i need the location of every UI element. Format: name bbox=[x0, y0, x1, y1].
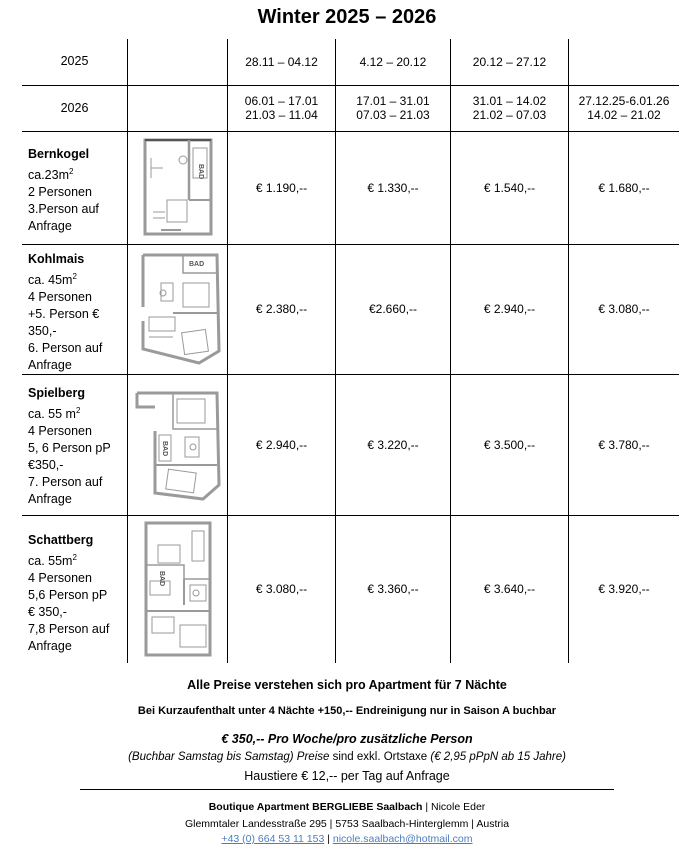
price-cell: € 2.380,-- bbox=[228, 244, 336, 374]
floor-plan-cell bbox=[128, 131, 228, 244]
apartment-size: ca. 55m bbox=[28, 553, 73, 568]
apartment-row bbox=[22, 244, 679, 374]
period-line: 06.01 – 17.01 bbox=[244, 94, 319, 108]
period-line: 07.03 – 21.03 bbox=[356, 108, 430, 122]
floor-plan-cell bbox=[128, 244, 228, 374]
bathroom-label: BAD bbox=[157, 571, 165, 587]
apartment-info bbox=[22, 374, 128, 515]
year-label: 2025 bbox=[22, 39, 128, 85]
floor-plan-cell bbox=[128, 515, 228, 663]
apartment-name: Spielberg bbox=[28, 385, 85, 400]
period-cell bbox=[336, 85, 451, 131]
page-title: Winter 2025 – 2026 bbox=[257, 6, 437, 28]
price-cell: € 1.190,-- bbox=[228, 131, 336, 244]
floor-plan-schattberg bbox=[140, 521, 216, 657]
price-cell: €2.660,-- bbox=[336, 244, 451, 374]
apartment-info bbox=[22, 244, 128, 374]
footer-company-line bbox=[0, 801, 694, 813]
prices-word: Preise bbox=[293, 751, 330, 763]
bathroom-label: BAD bbox=[160, 440, 168, 456]
footer-divider bbox=[80, 789, 614, 790]
price-cell: € 2.940,-- bbox=[228, 374, 336, 515]
apartment-row bbox=[22, 131, 679, 244]
floor-plan-kohlmais bbox=[133, 253, 223, 365]
apartment-detail: € 350,- bbox=[28, 604, 67, 619]
apartment-detail: 5,6 Person pP bbox=[28, 587, 108, 602]
booking-tax-note bbox=[0, 751, 694, 763]
price-cell: € 3.220,-- bbox=[336, 374, 451, 515]
apartment-detail: 2 Personen bbox=[28, 184, 92, 199]
price-cell: € 3.640,-- bbox=[451, 515, 569, 663]
period-line: 17.01 – 31.01 bbox=[356, 94, 430, 108]
period-line: 27.12.25-6.01.26 bbox=[578, 94, 670, 108]
apartment-name: Bernkogel bbox=[28, 146, 90, 161]
period-line: 31.01 – 14.02 bbox=[472, 94, 547, 108]
apartment-name: Schattberg bbox=[28, 532, 94, 547]
price-table bbox=[22, 39, 679, 663]
apartment-detail: 4 Personen bbox=[28, 423, 92, 438]
size-unit-exponent: 2 bbox=[75, 405, 81, 415]
footer-contact bbox=[0, 833, 694, 845]
price-cell: € 3.360,-- bbox=[336, 515, 451, 663]
separator: | bbox=[324, 833, 333, 845]
short-stay-note: Bei Kurzaufenthalt unter 4 Nächte +150,-- Endreinigung nur in Saison A buchbar bbox=[137, 705, 557, 717]
apartment-detail: €350,- bbox=[28, 457, 64, 472]
tax-text: sind exkl. Ortstaxe bbox=[329, 751, 431, 763]
price-cell: € 3.500,-- bbox=[451, 374, 569, 515]
owner-name: Nicole Eder bbox=[431, 801, 486, 813]
booking-days: (Buchbar Samstag bis Samstag) bbox=[128, 751, 294, 763]
apartment-size: ca.23m bbox=[28, 167, 69, 182]
period-cell: 28.11 – 04.12 bbox=[228, 39, 336, 85]
floor-plan-bernkogel bbox=[141, 138, 215, 238]
apartment-size: ca. 55 m bbox=[28, 406, 76, 421]
period-line: 21.03 – 11.04 bbox=[245, 108, 318, 122]
apartment-detail: 4 Personen bbox=[28, 289, 92, 304]
bathroom-label: BAD bbox=[196, 163, 204, 179]
separator: | bbox=[422, 801, 431, 813]
apartment-detail: Anfrage bbox=[28, 491, 72, 506]
price-cell: € 3.780,-- bbox=[569, 374, 680, 515]
period-cell bbox=[569, 85, 680, 131]
floor-plan-spielberg bbox=[133, 389, 223, 501]
price-cell: € 3.080,-- bbox=[569, 244, 680, 374]
period-cell: 4.12 – 20.12 bbox=[336, 39, 451, 85]
header-row-2025 bbox=[22, 39, 679, 85]
apartment-detail: 4 Personen bbox=[28, 570, 92, 585]
period-cell bbox=[228, 85, 336, 131]
tax-amount: (€ 2,95 pPpN ab 15 Jahre) bbox=[430, 751, 566, 763]
apartment-row bbox=[22, 374, 679, 515]
year-label: 2026 bbox=[60, 100, 89, 115]
apartment-detail: 350,- bbox=[28, 323, 57, 338]
pets-note: Haustiere € 12,-- per Tag auf Anfrage bbox=[244, 769, 450, 783]
apartment-detail: 7. Person auf bbox=[28, 474, 103, 489]
apartment-size: ca. 45m bbox=[28, 272, 73, 287]
phone-link[interactable]: +43 (0) 664 53 11 153 bbox=[221, 833, 325, 845]
period-cell bbox=[451, 85, 569, 131]
price-cell: € 1.680,-- bbox=[569, 131, 680, 244]
apartment-detail: +5. Person € bbox=[28, 306, 100, 321]
price-cell: € 1.330,-- bbox=[336, 131, 451, 244]
floor-plan-cell bbox=[128, 374, 228, 515]
price-cell: € 2.940,-- bbox=[451, 244, 569, 374]
apartment-row bbox=[22, 515, 679, 663]
price-cell: € 1.540,-- bbox=[451, 131, 569, 244]
period-line: 21.02 – 07.03 bbox=[472, 108, 547, 122]
company-name: Boutique Apartment BERGLIEBE Saalbach bbox=[208, 801, 423, 813]
apartment-detail: 5, 6 Person pP bbox=[28, 440, 111, 455]
apartment-detail: Anfrage bbox=[28, 638, 72, 653]
bathroom-label: BAD bbox=[188, 261, 204, 269]
extra-person-note: € 350,-- Pro Woche/pro zusätzliche Person bbox=[221, 732, 473, 746]
footer-address: Glemmtaler Landesstraße 295 | 5753 Saalbach-Hinterglemm | Austria bbox=[184, 818, 510, 830]
size-unit-exponent: 2 bbox=[72, 552, 77, 562]
email-link[interactable]: nicole.saalbach@hotmail.com bbox=[332, 833, 473, 845]
price-basis-note: Alle Preise verstehen sich pro Apartment für 7 Nächte bbox=[187, 678, 507, 692]
size-unit-exponent: 2 bbox=[72, 271, 77, 281]
price-cell: € 3.920,-- bbox=[569, 515, 680, 663]
price-cell: € 3.080,-- bbox=[228, 515, 336, 663]
apartment-detail: Anfrage bbox=[28, 218, 72, 233]
apartment-info bbox=[22, 131, 128, 244]
apartment-info bbox=[22, 515, 128, 663]
apartment-detail: 7,8 Person auf bbox=[28, 621, 110, 636]
period-line: 14.02 – 21.02 bbox=[587, 108, 661, 122]
apartment-name: Kohlmais bbox=[28, 251, 85, 266]
period-cell bbox=[569, 39, 680, 85]
apartment-detail: 6. Person auf bbox=[28, 340, 103, 355]
period-cell: 20.12 – 27.12 bbox=[451, 39, 569, 85]
header-row-2026 bbox=[22, 85, 679, 131]
apartment-detail: 3.Person auf bbox=[28, 201, 99, 216]
apartment-detail: Anfrage bbox=[28, 357, 72, 372]
size-unit-exponent: 2 bbox=[69, 166, 74, 176]
